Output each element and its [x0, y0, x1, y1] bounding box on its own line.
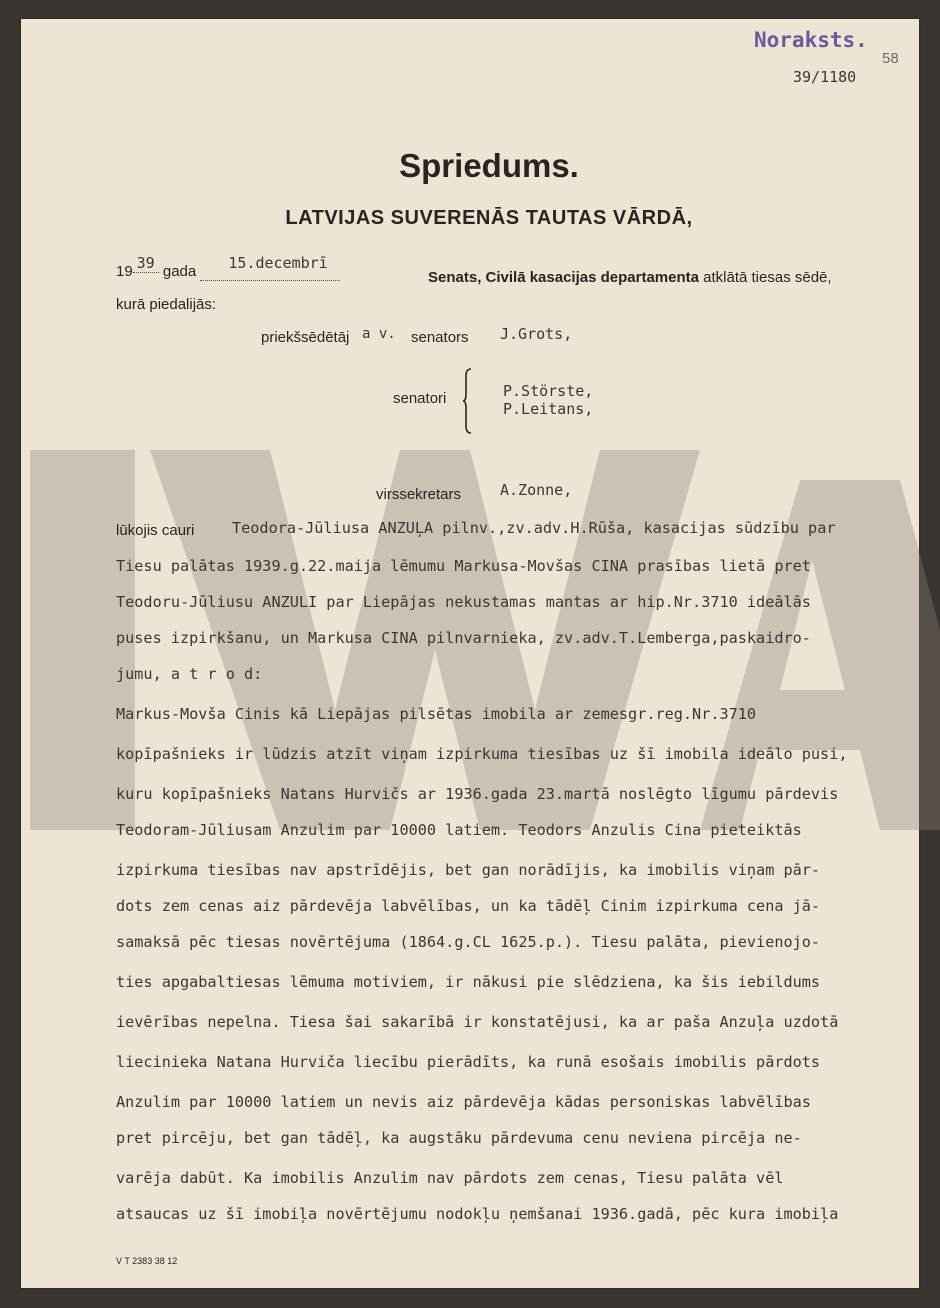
- senators-label: senatori: [393, 390, 447, 407]
- pencil-page-number: 58: [882, 50, 899, 67]
- body-line: Markus-Movša Cinis kā Liepājas pilsētas imobila ar zemesgr.reg.Nr.3710: [116, 705, 757, 723]
- date-value: 15.decembrī: [228, 254, 328, 272]
- body-line: liecinieka Natana Hurviča liecību pierādīts, ka runā esošais imobilis pārdots: [116, 1053, 821, 1071]
- body-line: varēja dabūt. Ka imobilis Anzulim nav pārdots zem cenas, Tiesu palāta vēl: [116, 1169, 784, 1187]
- participants-label: kurā piedalijās:: [116, 296, 217, 313]
- body-line: Tiesu palātas 1939.g.22.maija lēmumu Markusa-Movšas CINA prasības lietā pret: [116, 557, 811, 575]
- body-line: ties apgabaltiesas lēmuma motiviem, ir nākusi pie slēdziena, ka šis iebildums: [116, 973, 821, 991]
- reviewed-label: lūkojis cauri: [116, 522, 195, 539]
- chair-rank-label: senators: [411, 329, 469, 346]
- document-title: Spriedums.: [399, 147, 579, 184]
- body-line: dots zem cenas aiz pārdevēja labvēlības, un ka tādēļ Cinim izpirkuma cena jā-: [116, 897, 821, 915]
- gada-label: gada: [162, 263, 197, 280]
- body-line: izpirkuma tiesības nav apstrīdējis, bet gan norādījis, ka imobilis viņam pār-: [116, 861, 821, 879]
- secretary-label: virssekretars: [376, 486, 462, 503]
- body-line: kuru kopīpašnieks Natans Hurvičs ar 1936.gada 23.martā noslēgto līgumu pārdevis: [116, 785, 839, 803]
- body-line: Teodoram-Jūliusam Anzulim par 10000 latiem. Teodors Anzulis Cina pieteiktās: [116, 821, 802, 839]
- date-line: [116, 254, 340, 281]
- body-line: puses izpirkšanu, un Markusa CINA pilnvarnieka, zv.adv.T.Lemberga,paskaidro-: [116, 629, 811, 647]
- chair-name: J.Grots,: [500, 325, 573, 343]
- senator-2: P.Leitans,: [503, 400, 594, 418]
- court-session: atklātā tiesas sēdē,: [703, 269, 832, 286]
- year-prefix: 19: [116, 263, 133, 280]
- body-line: pret pircēju, bet gan tādēļ, ka augstāku pārdevuma cenu neviena pircēja ne-: [116, 1129, 802, 1147]
- senator-1: P.Störste,: [503, 382, 594, 400]
- body-line: ievērības nepelna. Tiesa šai sakarībā ir konstatējusi, ka ar paša Anzuļa uzdotā: [116, 1013, 839, 1031]
- body-line: kopīpašnieks ir lūdzis atzīt viņam izpirkuma tiesības uz šī imobila ideālo pusi,: [116, 745, 848, 763]
- copy-stamp: Noraksts.: [754, 28, 868, 52]
- court-name: Senats, Civilā kasacijas departamenta: [428, 269, 699, 286]
- body-line: Anzulim par 10000 latiem un nevis aiz pārdevēja kādas personiskas labvēlības: [116, 1093, 811, 1111]
- case-number: 39/1180: [793, 68, 857, 86]
- chair-typed-rank: a v.: [362, 326, 396, 342]
- secretary-name: A.Zonne,: [500, 481, 573, 499]
- chair-label: priekšsēdētāj: [261, 329, 350, 346]
- year-value: 39: [133, 254, 159, 273]
- body-line: Teodora-Jūliusa ANZUĻA pilnv.,zv.adv.H.Rūša, kasacijas sūdzību par: [232, 519, 836, 537]
- court-line: [428, 269, 832, 286]
- body-line: jumu, a t r o d:: [116, 665, 263, 683]
- body-line: samaksā pēc tiesas novērtējuma (1864.g.CL 1625.p.). Tiesu palāta, pievienojo-: [116, 933, 821, 951]
- document-subtitle: LATVIJAS SUVERENĀS TAUTAS VĀRDĀ,: [285, 207, 693, 229]
- printer-code: V T 2383 38 12: [116, 1256, 178, 1266]
- body-line: atsaucas uz šī imobiļa novērtējumu nodokļu ņemšanai 1936.gadā, pēc kura imobiļa: [116, 1205, 839, 1223]
- brace-icon: [463, 368, 473, 434]
- body-line: Teodoru-Jūliusu ANZULI par Liepājas nekustamas mantas ar hip.Nr.3710 ideālās: [116, 593, 811, 611]
